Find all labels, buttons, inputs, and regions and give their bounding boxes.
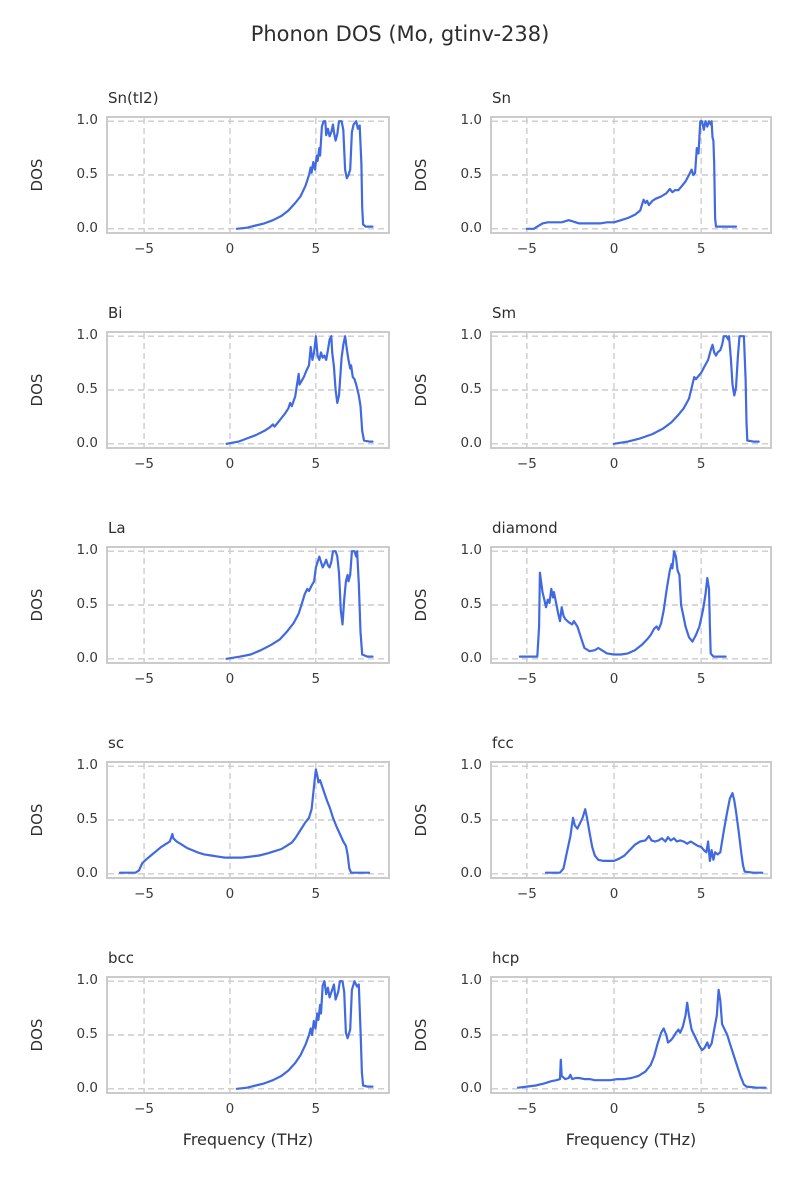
y-tick-label: 0.0 — [76, 434, 98, 451]
y-axis-label: DOS — [412, 1018, 430, 1052]
x-tick-label: −5 — [134, 1101, 155, 1117]
x-tick-label: 5 — [311, 456, 321, 472]
axes-hcp — [490, 976, 772, 1094]
dos-curve-diamond — [520, 551, 726, 656]
x-tick-label: 5 — [696, 671, 706, 687]
x-tick-label: 0 — [225, 671, 235, 687]
y-axis-label: DOS — [412, 803, 430, 837]
x-tick-label: 0 — [609, 886, 619, 902]
subplot-title: bcc — [108, 949, 135, 967]
dos-curve-hcp — [518, 990, 766, 1088]
y-axis-label: DOS — [412, 588, 430, 622]
x-tick-label: −5 — [516, 1101, 537, 1117]
x-tick-label: −5 — [134, 886, 155, 902]
y-tick-label: 1.0 — [76, 112, 98, 129]
subplot-title: sc — [108, 734, 125, 752]
y-axis-label: DOS — [28, 373, 46, 407]
x-tick-label: −5 — [516, 886, 537, 902]
x-tick-label: 5 — [311, 241, 321, 257]
x-tick-label: 5 — [696, 886, 706, 902]
y-tick-label: 0.0 — [460, 864, 482, 881]
y-tick-label: 0.0 — [460, 434, 482, 451]
axes-fcc — [490, 761, 772, 879]
y-axis-label: DOS — [28, 803, 46, 837]
x-tick-label: −5 — [134, 671, 155, 687]
subplot-title: Bi — [108, 304, 123, 322]
x-tick-label: 5 — [696, 1101, 706, 1117]
y-tick-label: 1.0 — [460, 112, 482, 129]
subplot-title: Sn(tI2) — [108, 89, 159, 107]
x-tick-label: 0 — [609, 671, 619, 687]
subplot-title: Sm — [492, 304, 517, 322]
y-tick-label: 0.0 — [460, 649, 482, 666]
x-tick-label: 5 — [311, 886, 321, 902]
y-tick-label: 0.0 — [460, 219, 482, 236]
y-tick-label: 1.0 — [460, 542, 482, 559]
subplot-title: Sn — [492, 89, 512, 107]
y-tick-label: 0.5 — [460, 166, 482, 182]
y-tick-label: 0.5 — [460, 1026, 482, 1042]
dos-curve-sc — [120, 770, 369, 873]
x-tick-label: 5 — [696, 241, 706, 257]
y-axis-label: DOS — [412, 158, 430, 192]
y-tick-label: 0.0 — [460, 1079, 482, 1096]
y-tick-label: 0.5 — [76, 811, 98, 827]
axes-diamond — [490, 546, 772, 664]
x-tick-label: 0 — [609, 241, 619, 257]
x-axis-label: Frequency (THz) — [182, 1130, 314, 1149]
y-tick-label: 1.0 — [76, 542, 98, 559]
dos-curve-fcc — [546, 793, 762, 873]
y-tick-label: 1.0 — [460, 327, 482, 344]
y-tick-label: 0.0 — [76, 1079, 98, 1096]
y-tick-label: 1.0 — [460, 757, 482, 774]
y-tick-label: 0.5 — [76, 596, 98, 612]
axes-La — [106, 546, 390, 664]
x-tick-label: −5 — [134, 241, 155, 257]
y-tick-label: 1.0 — [76, 972, 98, 989]
y-axis-label: DOS — [412, 373, 430, 407]
y-axis-label: DOS — [28, 588, 46, 622]
y-tick-label: 1.0 — [460, 972, 482, 989]
subplot-title: diamond — [492, 519, 558, 537]
x-tick-label: −5 — [516, 241, 537, 257]
y-tick-label: 0.5 — [460, 811, 482, 827]
axes-bcc — [106, 976, 390, 1094]
y-tick-label: 0.5 — [76, 1026, 98, 1042]
x-tick-label: 5 — [696, 456, 706, 472]
subplot-title: hcp — [492, 949, 520, 967]
x-tick-label: 0 — [609, 456, 619, 472]
y-tick-label: 0.5 — [76, 381, 98, 397]
x-tick-label: 0 — [225, 886, 235, 902]
x-tick-label: 0 — [225, 1101, 235, 1117]
y-tick-label: 0.5 — [76, 166, 98, 182]
x-tick-label: −5 — [516, 456, 537, 472]
subplot-title: fcc — [492, 734, 514, 752]
y-tick-label: 1.0 — [76, 757, 98, 774]
x-tick-label: −5 — [516, 671, 537, 687]
x-tick-label: 0 — [225, 241, 235, 257]
axes-Sn(tI2) — [106, 116, 390, 234]
x-tick-label: 0 — [609, 1101, 619, 1117]
axes-Bi — [106, 331, 390, 449]
y-tick-label: 0.0 — [76, 649, 98, 666]
figure-title: Phonon DOS (Mo, gtinv-238) — [250, 22, 550, 46]
x-tick-label: −5 — [134, 456, 155, 472]
axes-Sn — [490, 116, 772, 234]
x-tick-label: 5 — [311, 671, 321, 687]
x-tick-label: 5 — [311, 1101, 321, 1117]
axes-sc — [106, 761, 390, 879]
axes-Sm — [490, 331, 772, 449]
y-axis-label: DOS — [28, 1018, 46, 1052]
subplot-title: La — [108, 519, 126, 537]
x-axis-label: Frequency (THz) — [565, 1130, 697, 1149]
y-tick-label: 0.0 — [76, 864, 98, 881]
y-tick-label: 0.5 — [460, 381, 482, 397]
y-tick-label: 0.5 — [460, 596, 482, 612]
y-tick-label: 1.0 — [76, 327, 98, 344]
x-tick-label: 0 — [225, 456, 235, 472]
y-axis-label: DOS — [28, 158, 46, 192]
y-tick-label: 0.0 — [76, 219, 98, 236]
